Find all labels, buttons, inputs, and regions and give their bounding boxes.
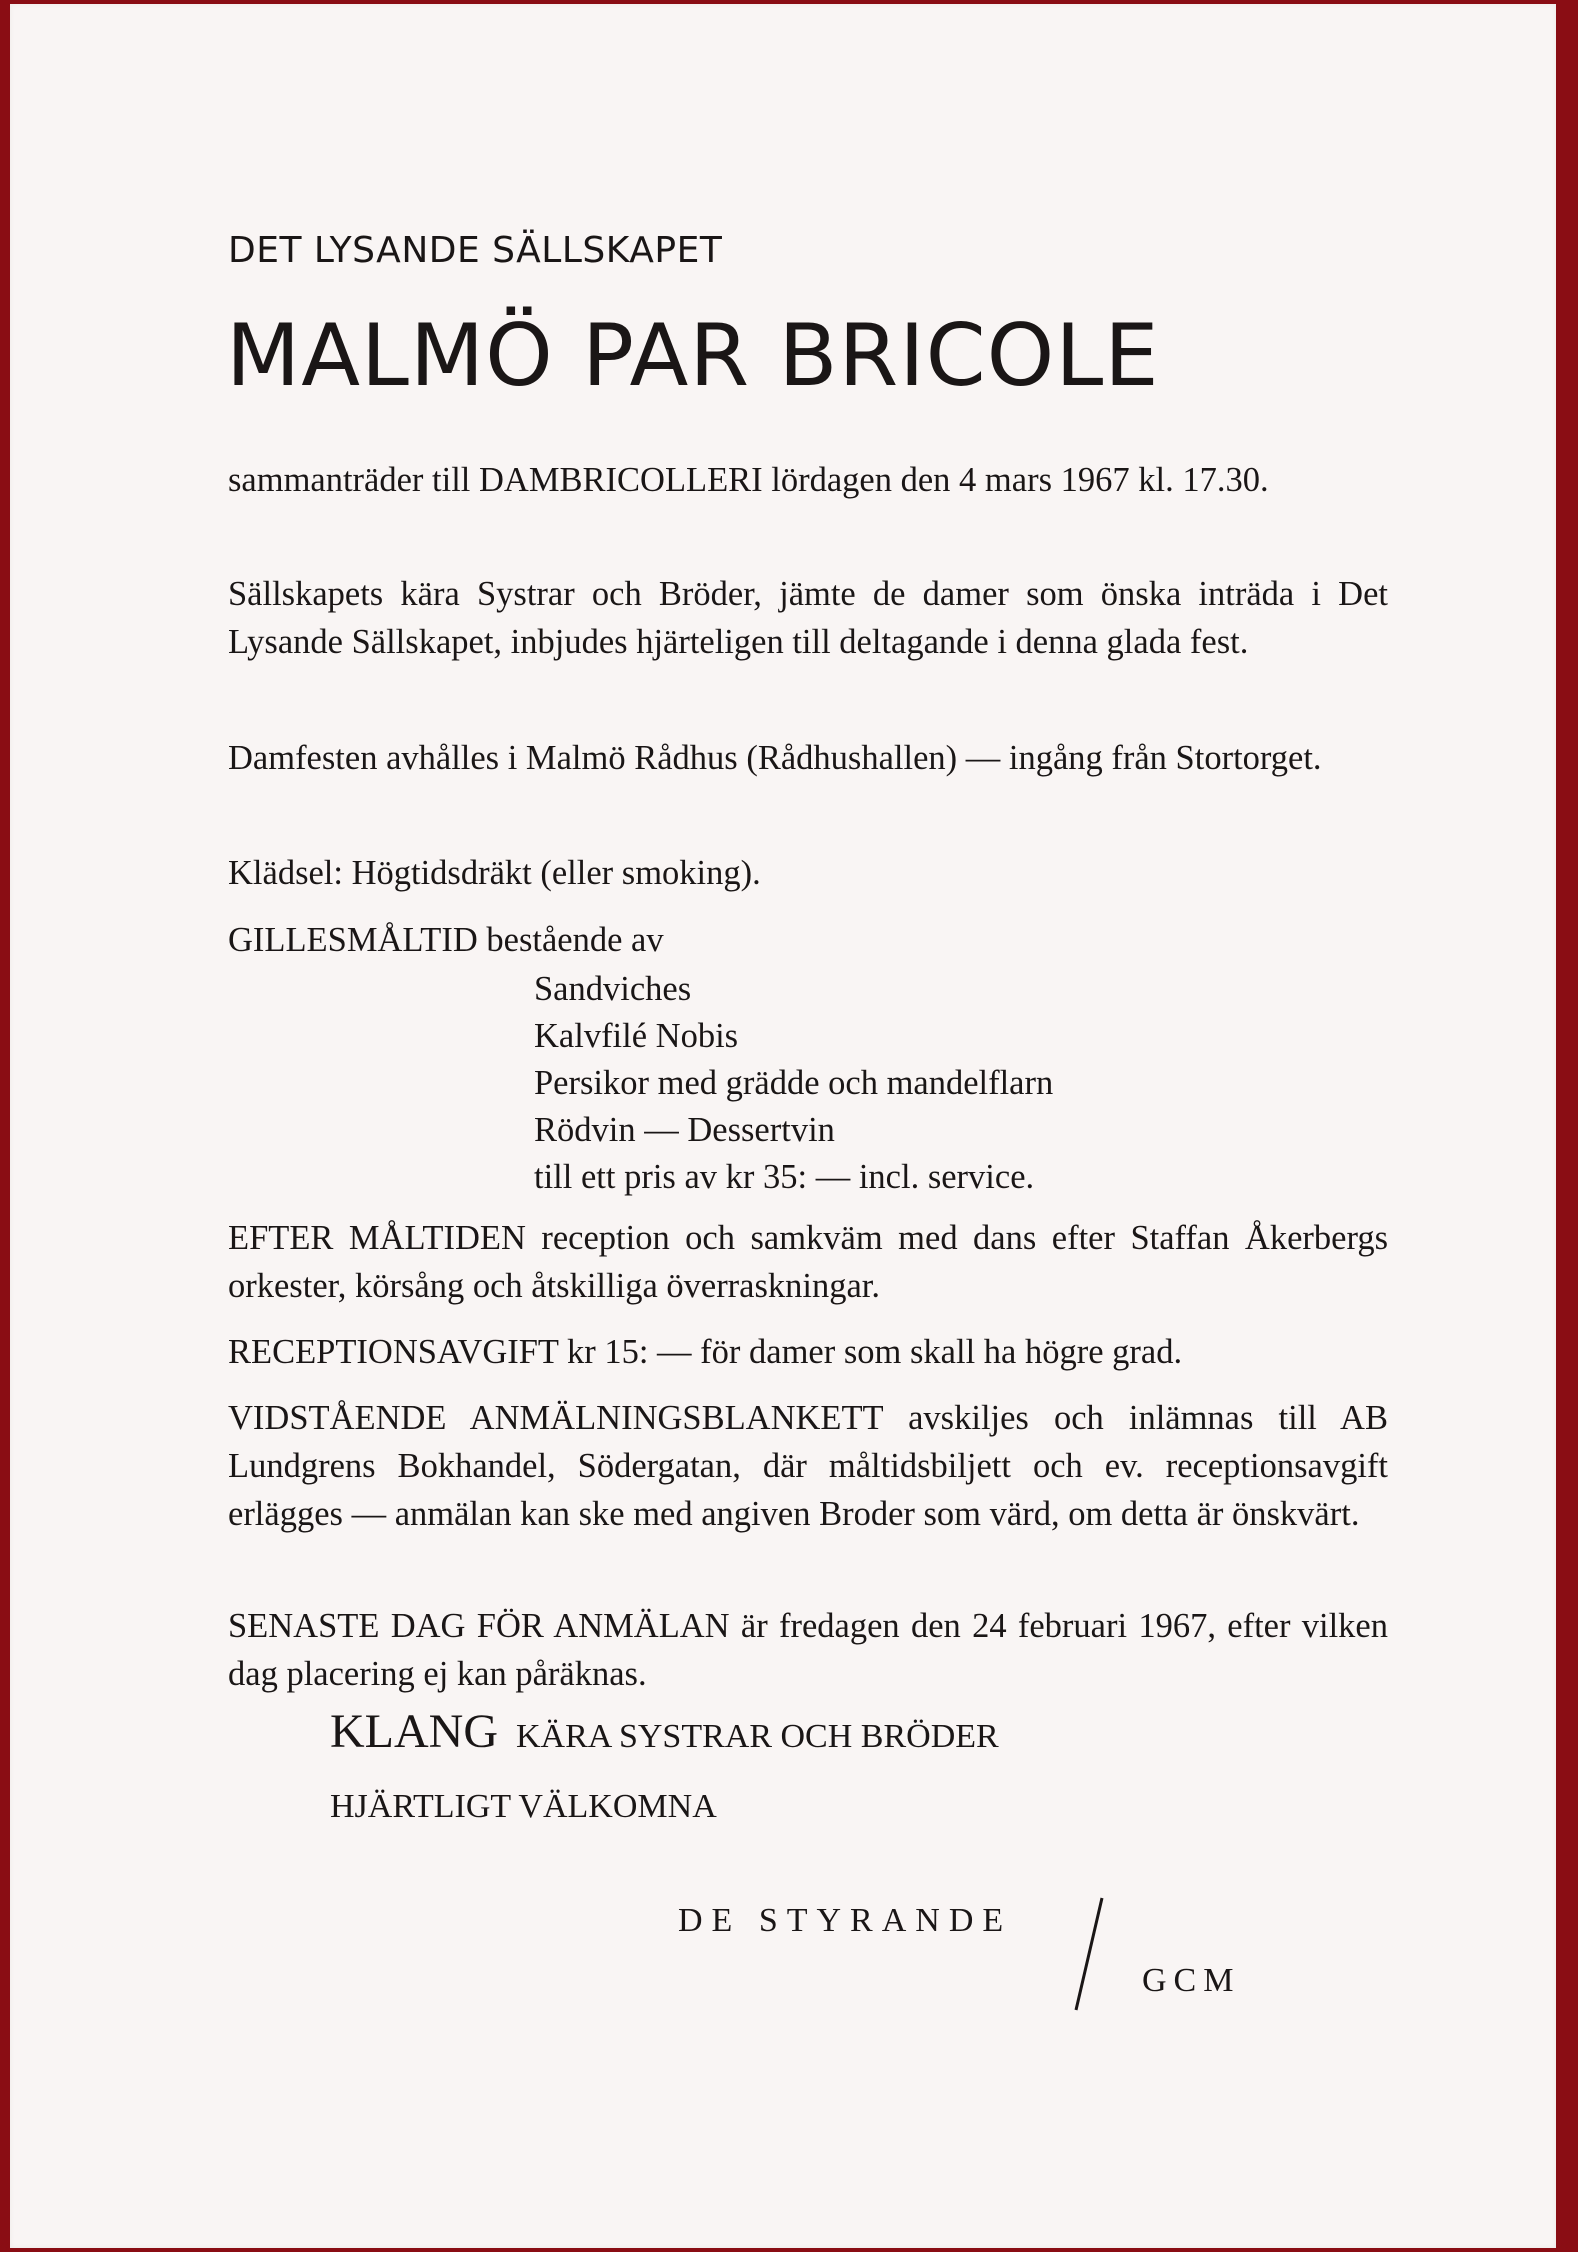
signature-slash	[1068, 1894, 1108, 2014]
menu-item: Rödvin — Dessertvin	[534, 1111, 835, 1149]
menu-item: Sandviches	[534, 970, 692, 1008]
paragraph-after-meal: EFTER MÅLTIDEN reception och samkväm med dans efter Staffan Åkerbergs orkester, körsång och åtskilliga överraskningar.	[228, 1219, 1388, 1305]
menu-item: Persikor med grädde och mandelflarn	[534, 1064, 1054, 1102]
klang-rest: KÄRA SYSTRAR OCH BRÖDER	[515, 1718, 999, 1755]
paragraph-venue: Damfesten avhålles i Malmö Rådhus (Rådhushallen) — ingång från Stortorget.	[228, 739, 1322, 777]
paragraph-dress-code: Klädsel: Högtidsdräkt (eller smoking).	[228, 854, 761, 892]
paragraph-meal-label: GILLESMÅLTID bestående av	[228, 921, 664, 959]
paragraph-invitation: Sällskapets kära Systrar och Bröder, jämte de damer som önska inträda i Det Lysande Sällskapet, inbjudes hjärteligen till deltagande i denna glada fest.	[228, 575, 1388, 661]
event-title: MALMÖ PAR BRICOLE	[226, 306, 1160, 406]
invitation-sheet	[10, 4, 1556, 2248]
menu-item-price: till ett pris av kr 35: — incl. service.	[534, 1158, 1035, 1196]
paragraph-reception-fee: RECEPTIONSAVGIFT kr 15: — för damer som skall ha högre grad.	[228, 1333, 1183, 1371]
signature-left: DE STYRANDE	[678, 1902, 1013, 1939]
paragraph-meeting: sammanträder till DAMBRICOLLERI lördagen den 4 mars 1967 kl. 17.30.	[228, 461, 1269, 499]
paragraph-registration: VIDSTÅENDE ANMÄLNINGSBLANKETT avskiljes och inlämnas till AB Lundgrens Bokhandel, Södergatan, där måltidsbiljett och ev. receptionsavgift erlägges — anmälan kan ske med angiven Broder som värd, om detta är önskvärt.	[228, 1399, 1388, 1533]
welcome-line: HJÄRTLIGT VÄLKOMNA	[330, 1788, 717, 1825]
menu-list	[534, 966, 1053, 1201]
paragraph-deadline: SENASTE DAG FÖR ANMÄLAN är fredagen den 24 februari 1967, efter vilken dag placering ej kan påräknas.	[228, 1607, 1388, 1693]
signature-right: GCM	[1142, 1962, 1241, 1999]
menu-item: Kalvfilé Nobis	[534, 1017, 739, 1055]
society-name: DET LYSANDE SÄLLSKAPET	[228, 230, 723, 271]
closing-greeting	[330, 1704, 999, 1759]
klang-word: KLANG	[330, 1705, 498, 1758]
